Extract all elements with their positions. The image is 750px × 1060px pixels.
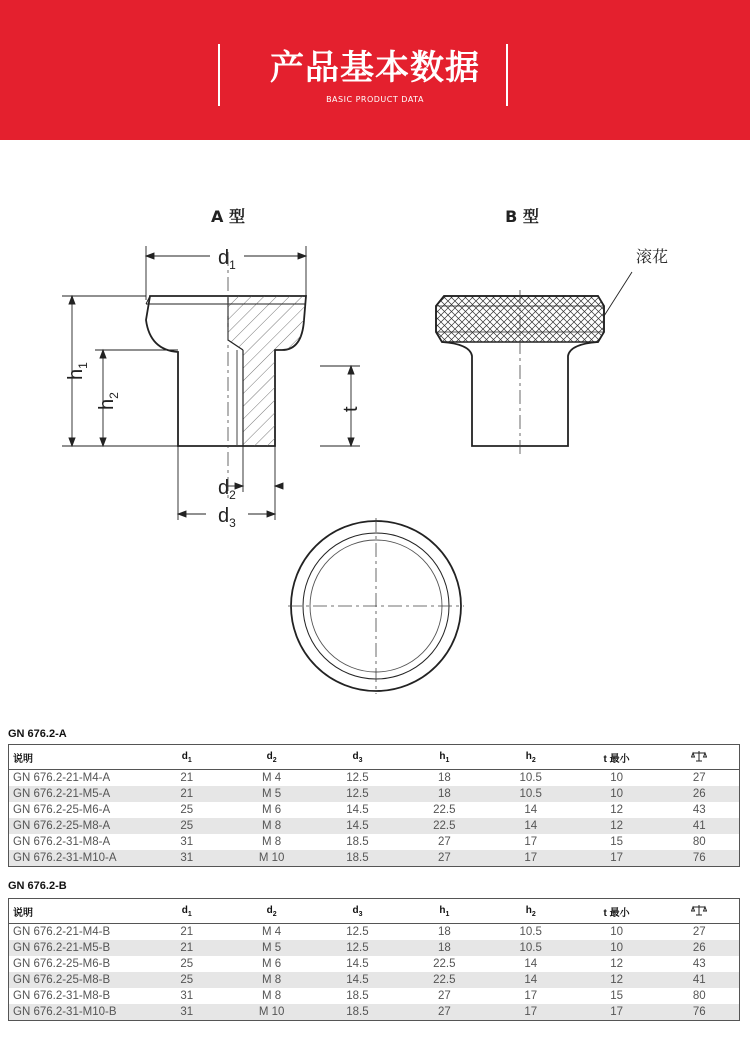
table-cell: 25	[180, 958, 194, 970]
table-cell: 18.5	[346, 836, 369, 848]
table-cell: 27	[437, 836, 451, 848]
table-cell: 14	[524, 804, 538, 816]
dim-d1-sub: 1	[229, 258, 236, 272]
table-cell: M 8	[262, 990, 282, 1002]
table-cell: 14	[488, 972, 574, 988]
table-cell: GN 676.2-31-M8-A	[13, 836, 111, 848]
header-h1: $h_1$	[401, 745, 488, 770]
table-cell: 25	[144, 972, 229, 988]
table-row	[9, 940, 740, 956]
table-cell: 31	[144, 850, 229, 867]
top-view	[288, 518, 464, 694]
table-cell: GN 676.2-21-M4-B	[13, 926, 111, 938]
table-cell: 12.5	[346, 772, 369, 784]
table-cell: M 5	[229, 786, 314, 802]
table-cell: 10	[610, 926, 623, 938]
table-cell: 17	[488, 850, 574, 867]
table-cell: M 5	[229, 940, 314, 956]
header-t-min: t 最小	[574, 745, 660, 770]
table-row	[9, 770, 740, 787]
table-cell: 21	[180, 926, 194, 938]
banner-subtitle: BASIC PRODUCT DATA	[326, 95, 424, 104]
weight-scale-icon	[691, 904, 707, 916]
table-cell: 22.5	[401, 972, 488, 988]
table-cell: 14.5	[346, 804, 369, 816]
table-cell: 41	[660, 818, 740, 834]
svg-text:d2	[218, 477, 236, 502]
table-cell: 14.5	[314, 972, 401, 988]
table-cell: M 10	[229, 1004, 314, 1021]
header-banner	[0, 0, 750, 140]
table-cell: M 8	[229, 972, 314, 988]
table-cell: 31	[180, 836, 194, 848]
table-cell: 22.5	[433, 958, 456, 970]
dim-d2-label: d	[218, 477, 230, 499]
type-a-knob	[146, 296, 306, 446]
table-cell: M 4	[262, 772, 282, 784]
table-cell: 12.5	[346, 926, 369, 938]
table-row	[9, 956, 740, 972]
table-cell: 21	[144, 940, 229, 956]
table-cell: 21	[144, 786, 229, 802]
table-cell: 21	[180, 772, 194, 784]
table-cell: 31	[144, 1004, 229, 1021]
table-cell: 10	[574, 940, 660, 956]
table-cell: GN 676.2-21-M5-A	[9, 786, 145, 802]
svg-text:d3	[218, 505, 236, 530]
table-row	[9, 972, 740, 988]
dim-t-label: t	[340, 406, 362, 412]
spec-table-b	[8, 898, 740, 1021]
table-cell: M 8	[262, 836, 282, 848]
table-cell: M 6	[262, 804, 282, 816]
table-cell: 14	[488, 818, 574, 834]
header-d2: $d_2$	[229, 899, 314, 924]
table-cell: 10	[574, 786, 660, 802]
banner-title: 产品基本数据	[270, 48, 480, 88]
dim-h1-sub: 1	[76, 362, 90, 369]
table-row	[9, 850, 740, 867]
table-cell: 25	[180, 804, 194, 816]
table-cell: 43	[692, 804, 706, 816]
header-d3: $d_3$	[314, 745, 401, 770]
table-cell: 27	[692, 926, 706, 938]
table-row	[9, 988, 740, 1004]
table-cell: 43	[692, 958, 706, 970]
table-cell: 76	[660, 1004, 740, 1021]
table-cell: 18	[437, 772, 451, 784]
table-row	[9, 834, 740, 850]
table-cell: 15	[610, 836, 623, 848]
svg-text:h1	[65, 362, 90, 380]
dim-h2-sub: 2	[107, 392, 121, 399]
table-cell: 12	[574, 818, 660, 834]
header-weight	[660, 745, 740, 770]
table-cell: 17	[524, 836, 538, 848]
table-row	[9, 818, 740, 834]
table-cell: GN 676.2-21-M5-B	[9, 940, 145, 956]
table-cell: GN 676.2-25-M8-A	[9, 818, 145, 834]
table-cell: 27	[401, 1004, 488, 1021]
table-row	[9, 786, 740, 802]
technical-drawing	[0, 140, 750, 720]
table-cell: 10.5	[488, 786, 574, 802]
svg-text:d1	[218, 247, 236, 272]
header-t-min: t 最小	[574, 899, 660, 924]
table-cell: GN 676.2-25-M8-B	[9, 972, 145, 988]
table-cell: 12	[610, 958, 623, 970]
table-cell: 12	[610, 804, 623, 816]
table-cell: 18.5	[346, 990, 369, 1002]
table-cell: 10.5	[519, 772, 542, 784]
table-cell: GN 676.2-25-M6-A	[13, 804, 111, 816]
weight-scale-icon	[691, 750, 707, 762]
type-b-label: B 型	[505, 207, 539, 226]
table-cell: 22.5	[401, 818, 488, 834]
type-a-label: A 型	[211, 207, 245, 226]
table-cell: 25	[144, 818, 229, 834]
table-cell: M 8	[229, 818, 314, 834]
table-cell: GN 676.2-31-M10-A	[9, 850, 145, 867]
table-b-title: GN 676.2-B	[8, 880, 67, 892]
table-cell: 26	[660, 786, 740, 802]
header-h2: $h_2$	[488, 745, 574, 770]
table-cell: 18	[437, 926, 451, 938]
dim-d2-sub: 2	[229, 488, 236, 502]
table-header-row	[9, 899, 740, 924]
table-cell: 26	[660, 940, 740, 956]
knurl-label: 滚花	[636, 247, 669, 266]
spec-table-a	[8, 744, 740, 867]
table-row	[9, 802, 740, 818]
table-cell: M 4	[262, 926, 282, 938]
table-a-title: GN 676.2-A	[8, 728, 67, 740]
table-cell: 18.5	[314, 1004, 401, 1021]
table-cell: 15	[610, 990, 623, 1002]
header-weight	[660, 899, 740, 924]
table-cell: 22.5	[433, 804, 456, 816]
table-cell: M 10	[229, 850, 314, 867]
table-cell: 14.5	[346, 958, 369, 970]
header-description: 说明	[9, 899, 145, 924]
knurl-leader-line	[604, 272, 632, 316]
table-cell: 14.5	[314, 818, 401, 834]
table-cell: 41	[660, 972, 740, 988]
dim-h2-label: h	[96, 398, 118, 410]
table-cell: 12.5	[314, 940, 401, 956]
header-d3: $d_3$	[314, 899, 401, 924]
header-d2: $d_2$	[229, 745, 314, 770]
table-row	[9, 1004, 740, 1021]
table-cell: 80	[692, 836, 706, 848]
header-h2: $h_2$	[488, 899, 574, 924]
svg-text:h2	[96, 392, 121, 410]
table-cell: 12	[574, 972, 660, 988]
header-h1: $h_1$	[401, 899, 488, 924]
table-cell: GN 676.2-31-M10-B	[9, 1004, 145, 1021]
table-cell: 12.5	[314, 786, 401, 802]
table-cell: GN 676.2-31-M8-B	[13, 990, 111, 1002]
table-cell: 27	[692, 772, 706, 784]
table-cell: GN 676.2-25-M6-B	[13, 958, 111, 970]
table-cell: 17	[488, 1004, 574, 1021]
table-header-row	[9, 745, 740, 770]
dim-d3-sub: 3	[229, 516, 236, 530]
table-cell: 27	[437, 990, 451, 1002]
table-cell: 31	[180, 990, 194, 1002]
dim-d1-label: d	[218, 247, 230, 269]
table-cell: 76	[660, 850, 740, 867]
table-row	[9, 924, 740, 941]
table-cell: 10	[610, 772, 623, 784]
table-cell: 18.5	[314, 850, 401, 867]
table-cell: 17	[574, 850, 660, 867]
header-d1: $d_1$	[144, 899, 229, 924]
table-cell: 10.5	[488, 940, 574, 956]
dim-d3-label: d	[218, 505, 230, 527]
table-cell: 18	[401, 786, 488, 802]
table-cell: 18	[401, 940, 488, 956]
type-b-knob	[436, 290, 604, 458]
table-cell: 17	[524, 990, 538, 1002]
header-description: 说明	[9, 745, 145, 770]
table-cell: 10.5	[519, 926, 542, 938]
table-cell: 80	[692, 990, 706, 1002]
table-cell: 14	[524, 958, 538, 970]
header-d1: $d_1$	[144, 745, 229, 770]
table-cell: GN 676.2-21-M4-A	[13, 772, 111, 784]
table-cell: 27	[401, 850, 488, 867]
table-cell: M 6	[262, 958, 282, 970]
dim-h1-label: h	[65, 368, 87, 380]
table-cell: 17	[574, 1004, 660, 1021]
